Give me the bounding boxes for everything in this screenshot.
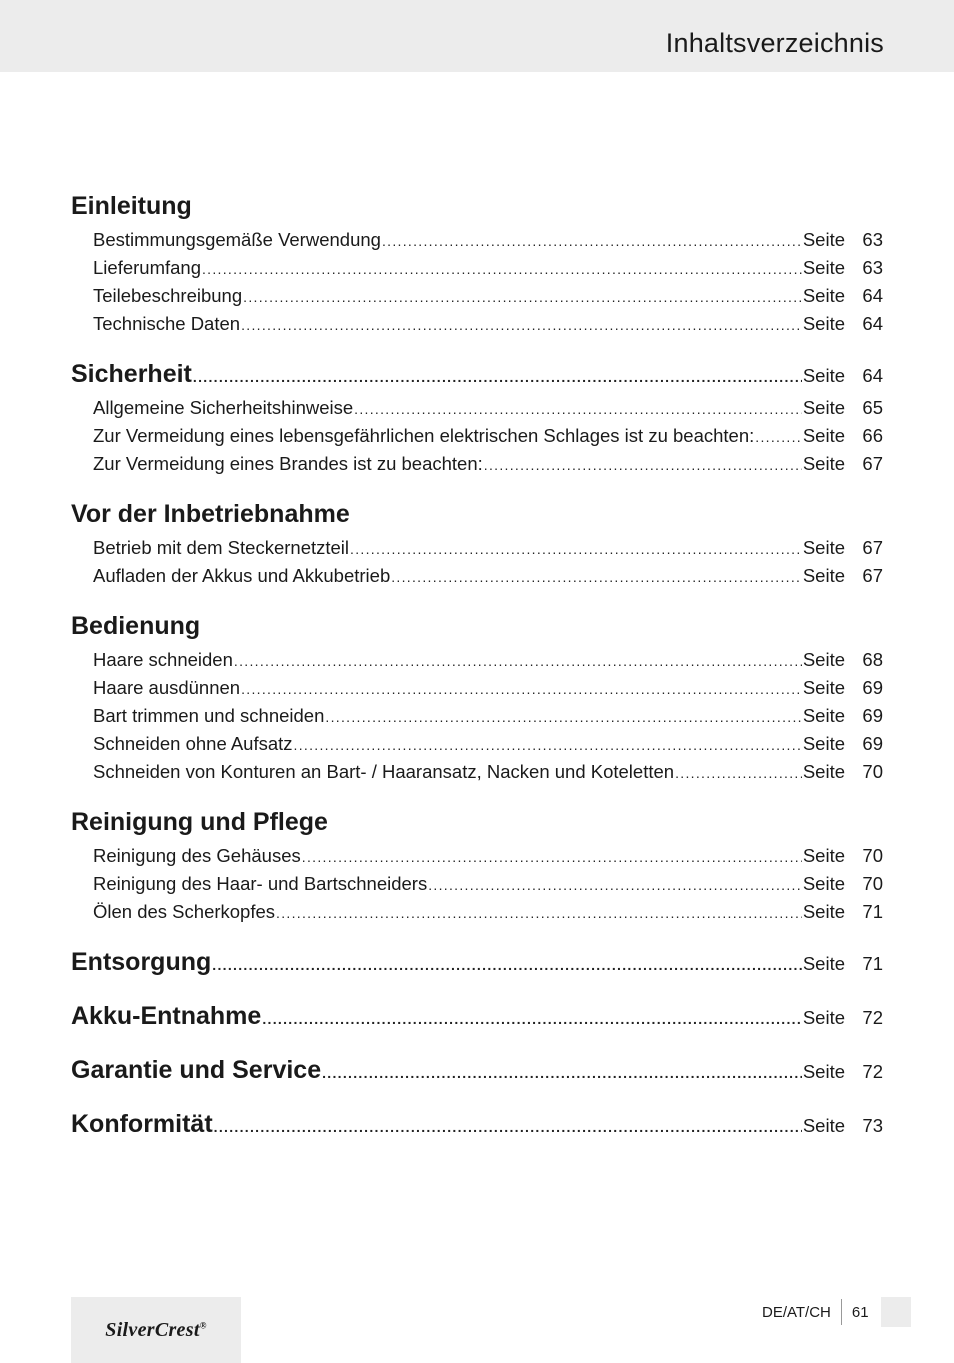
- seite-label: Seite: [802, 845, 845, 866]
- toc-section: [71, 942, 883, 982]
- entry-title: Betrieb mit dem Steckernetzteil: [93, 537, 350, 558]
- dot-leader: [350, 535, 802, 563]
- page-ref: 64: [862, 365, 883, 386]
- page-ref: 67: [862, 453, 883, 474]
- toc-section-heading[interactable]: [71, 802, 883, 842]
- toc-entry[interactable]: [71, 562, 883, 590]
- page-ref: 72: [862, 1061, 883, 1082]
- section-gap: [71, 786, 883, 802]
- toc-entry[interactable]: [71, 226, 883, 254]
- dot-leader: [391, 563, 802, 591]
- toc-entry[interactable]: [71, 646, 883, 674]
- toc-entry[interactable]: [71, 450, 883, 478]
- toc-entry[interactable]: [71, 282, 883, 310]
- dot-leader: [234, 647, 802, 675]
- dot-leader: [241, 311, 802, 339]
- page-ref: 72: [862, 1007, 883, 1028]
- page-ref: 69: [862, 705, 883, 726]
- header-band: [0, 0, 954, 72]
- section-title: Konformität: [71, 1110, 213, 1138]
- entry-title: Schneiden von Konturen an Bart- / Haaransatz, Nacken und Koteletten: [93, 761, 675, 782]
- toc-section: [71, 354, 883, 478]
- page-ref: 71: [862, 953, 883, 974]
- toc-section-heading[interactable]: [71, 942, 883, 982]
- toc-entry[interactable]: [71, 702, 883, 730]
- region-label: DE/AT/CH: [762, 1303, 831, 1321]
- page-ref: 67: [862, 565, 883, 586]
- seite-label: Seite: [802, 705, 845, 726]
- seite-label: Seite: [802, 537, 845, 558]
- section-title: Garantie und Service: [71, 1056, 322, 1084]
- dot-leader: [428, 871, 802, 899]
- dot-leader: [262, 999, 802, 1039]
- toc-entry[interactable]: [71, 254, 883, 282]
- section-title: Bedienung: [71, 612, 201, 640]
- seite-label: Seite: [802, 901, 845, 922]
- toc-section-heading[interactable]: [71, 606, 883, 646]
- seite-label: Seite: [802, 313, 845, 334]
- dot-leader: [755, 423, 802, 451]
- entry-title: Haare ausdünnen: [93, 677, 241, 698]
- entry-title: Bestimmungsgemäße Verwendung: [93, 229, 381, 250]
- entry-title: Zur Vermeidung eines lebensgefährlichen elektrischen Schlages ist zu beachten:: [93, 425, 755, 446]
- toc-section: [71, 494, 883, 590]
- toc-section: [71, 1050, 883, 1090]
- entry-title: Reinigung des Gehäuses: [93, 845, 301, 866]
- seite-label: Seite: [802, 397, 845, 418]
- page-ref: 63: [862, 229, 883, 250]
- page-ref: 70: [862, 761, 883, 782]
- dot-leader: [276, 899, 802, 927]
- page-ref: 63: [862, 257, 883, 278]
- dot-leader: [675, 759, 802, 787]
- seite-label: Seite: [802, 365, 845, 386]
- seite-label: Seite: [802, 1061, 845, 1082]
- section-title: Reinigung und Pflege: [71, 808, 328, 836]
- seite-label: Seite: [802, 285, 845, 306]
- toc-section-heading[interactable]: [71, 354, 883, 394]
- page-ref: 70: [862, 845, 883, 866]
- dot-leader: [193, 357, 802, 397]
- entry-title: Haare schneiden: [93, 649, 233, 670]
- page-ref: 69: [862, 677, 883, 698]
- section-title: Akku-Entnahme: [71, 1002, 262, 1030]
- seite-label: Seite: [802, 733, 845, 754]
- toc-entry[interactable]: [71, 422, 883, 450]
- toc-entry[interactable]: [71, 730, 883, 758]
- section-title: Vor der Inbetriebnahme: [71, 500, 350, 528]
- section-gap: [71, 338, 883, 354]
- section-gap: [71, 926, 883, 942]
- dot-leader: [202, 255, 802, 283]
- entry-title: Lieferumfang: [93, 257, 201, 278]
- brand-logo: [71, 1297, 241, 1363]
- page-title: Inhaltsverzeichnis: [665, 28, 884, 58]
- toc-entry[interactable]: [71, 870, 883, 898]
- footer-tab-box: [881, 1297, 911, 1327]
- section-title: Entsorgung: [71, 948, 212, 976]
- seite-label: Seite: [802, 565, 845, 586]
- page-ref: 64: [862, 313, 883, 334]
- entry-title: Technische Daten: [93, 313, 241, 334]
- toc-entry[interactable]: [71, 534, 883, 562]
- toc-section: [71, 996, 883, 1036]
- toc-entry[interactable]: [71, 394, 883, 422]
- dot-leader: [354, 395, 802, 423]
- dot-leader: [241, 675, 802, 703]
- toc-entry[interactable]: [71, 842, 883, 870]
- section-title: Einleitung: [71, 192, 192, 220]
- entry-title: Zur Vermeidung eines Brandes ist zu beachten:: [93, 453, 483, 474]
- seite-label: Seite: [802, 425, 845, 446]
- toc-entry[interactable]: [71, 898, 883, 926]
- entry-title: Allgemeine Sicherheitshinweise: [93, 397, 354, 418]
- table-of-contents: [71, 186, 883, 1144]
- toc-entry[interactable]: [71, 310, 883, 338]
- page-ref: 69: [862, 733, 883, 754]
- page-number: 61: [851, 1303, 869, 1321]
- toc-entry[interactable]: [71, 758, 883, 786]
- toc-section-heading[interactable]: [71, 186, 883, 226]
- footer-page-info: [762, 1297, 911, 1327]
- seite-label: Seite: [802, 649, 845, 670]
- entry-title: Teilebeschreibung: [93, 285, 243, 306]
- seite-label: Seite: [802, 257, 845, 278]
- toc-section-heading[interactable]: [71, 996, 883, 1036]
- seite-label: Seite: [802, 761, 845, 782]
- page-ref: 67: [862, 537, 883, 558]
- seite-label: Seite: [802, 953, 845, 974]
- dot-leader: [212, 945, 802, 985]
- toc-section: [71, 1104, 883, 1144]
- page-ref: 66: [862, 425, 883, 446]
- section-title: Sicherheit: [71, 360, 192, 388]
- page-ref: 70: [862, 873, 883, 894]
- dot-leader: [382, 227, 802, 255]
- toc-section-heading[interactable]: [71, 494, 883, 534]
- seite-label: Seite: [802, 873, 845, 894]
- seite-label: Seite: [802, 229, 845, 250]
- seite-label: Seite: [802, 1115, 845, 1136]
- dot-leader: [214, 1107, 802, 1147]
- entry-title: Reinigung des Haar- und Bartschneiders: [93, 873, 428, 894]
- section-gap: [71, 478, 883, 494]
- brand-logo-text: SilverCrest®: [105, 1318, 207, 1341]
- page-ref: 68: [862, 649, 883, 670]
- toc-section: [71, 606, 883, 786]
- seite-label: Seite: [802, 1007, 845, 1028]
- page-ref: 65: [862, 397, 883, 418]
- toc-section-heading[interactable]: [71, 1104, 883, 1144]
- toc-section: [71, 186, 883, 338]
- entry-title: Bart trimmen und schneiden: [93, 705, 325, 726]
- page-ref: 71: [862, 901, 883, 922]
- section-gap: [71, 590, 883, 606]
- dot-leader: [325, 703, 801, 731]
- dot-leader: [484, 451, 802, 479]
- entry-title: Aufladen der Akkus und Akkubetrieb: [93, 565, 391, 586]
- toc-entry[interactable]: [71, 674, 883, 702]
- entry-title: Schneiden ohne Aufsatz: [93, 733, 293, 754]
- dot-leader: [322, 1053, 802, 1093]
- page-ref: 73: [862, 1115, 883, 1136]
- page-ref: 64: [862, 285, 883, 306]
- toc-section: [71, 802, 883, 926]
- seite-label: Seite: [802, 677, 845, 698]
- entry-title: Ölen des Scherkopfes: [93, 901, 276, 922]
- footer-divider: [841, 1299, 842, 1325]
- dot-leader: [294, 731, 802, 759]
- seite-label: Seite: [802, 453, 845, 474]
- toc-section-heading[interactable]: [71, 1050, 883, 1090]
- dot-leader: [302, 843, 802, 871]
- dot-leader: [243, 283, 802, 311]
